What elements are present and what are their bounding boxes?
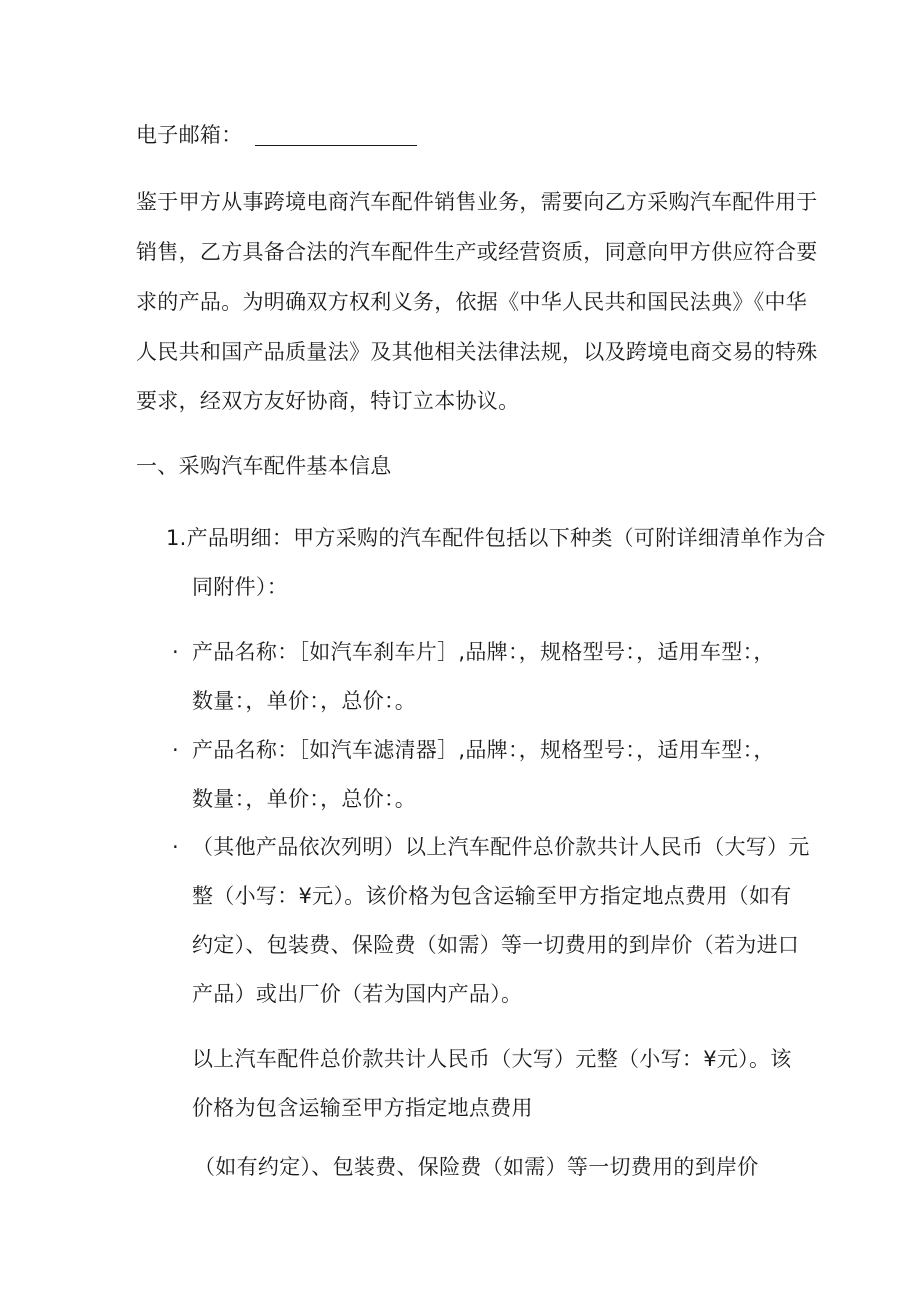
paragraph-line: （如有约定）、包装费、保险费（如需）等一切费用的到岸价 — [194, 1155, 759, 1179]
bullet-marker: · — [172, 738, 179, 762]
paragraph-line: 以上汽车配件总价款共计人民币（大写）元整（小写：¥元）。该 — [192, 1047, 792, 1071]
section-heading: 一、采购汽车配件基本信息 — [136, 454, 392, 478]
bullet-line: 产品）或出厂价（若为国内产品）。 — [192, 982, 523, 1006]
bullet-marker: · — [172, 640, 179, 664]
bullet-line: 产品名称：［如汽车刹车片］,品牌：，规格型号：，适用车型：， — [192, 640, 775, 664]
email-label: 电子邮箱： — [136, 123, 243, 147]
bullet-line: 约定）、包装费、保险费（如需）等一切费用的到岸价（若为进口 — [192, 933, 800, 957]
item-line: 1.产品明细：甲方采购的汽车配件包括以下种类（可附详细清单作为合 — [166, 526, 826, 550]
bullet-line: （其他产品依次列明）以上汽车配件总价款共计人民币（大写）元 — [192, 835, 810, 859]
intro-line: 要求，经双方友好协商，特订立本协议。 — [136, 389, 520, 413]
intro-line: 鉴于甲方从事跨境电商汽车配件销售业务，需要向乙方采购汽车配件用于 — [136, 190, 818, 214]
bullet-line: 整（小写：¥元）。该价格为包含运输至甲方指定地点费用（如有 — [192, 884, 792, 908]
bullet-line: 产品名称：［如汽车滤清器］,品牌：，规格型号：，适用车型：， — [192, 738, 775, 762]
email-row — [136, 125, 417, 146]
bullet-line: 数量：，单价：，总价：。 — [192, 689, 417, 713]
bullet-line: 数量：，单价：，总价：。 — [192, 787, 417, 811]
item-line: 同附件）： — [192, 575, 288, 599]
intro-line: 销售，乙方具备合法的汽车配件生产或经营资质，同意向甲方供应符合要 — [136, 240, 818, 264]
intro-line: 求的产品。为明确双方权利义务，依据《中华人民共和国民法典》《中华 — [136, 290, 808, 314]
email-blank-field[interactable] — [255, 125, 417, 146]
intro-line: 人民共和国产品质量法》及其他相关法律法规，以及跨境电商交易的特殊 — [136, 340, 818, 364]
bullet-marker: · — [172, 835, 179, 859]
paragraph-line: 价格为包含运输至甲方指定地点费用 — [192, 1096, 533, 1120]
